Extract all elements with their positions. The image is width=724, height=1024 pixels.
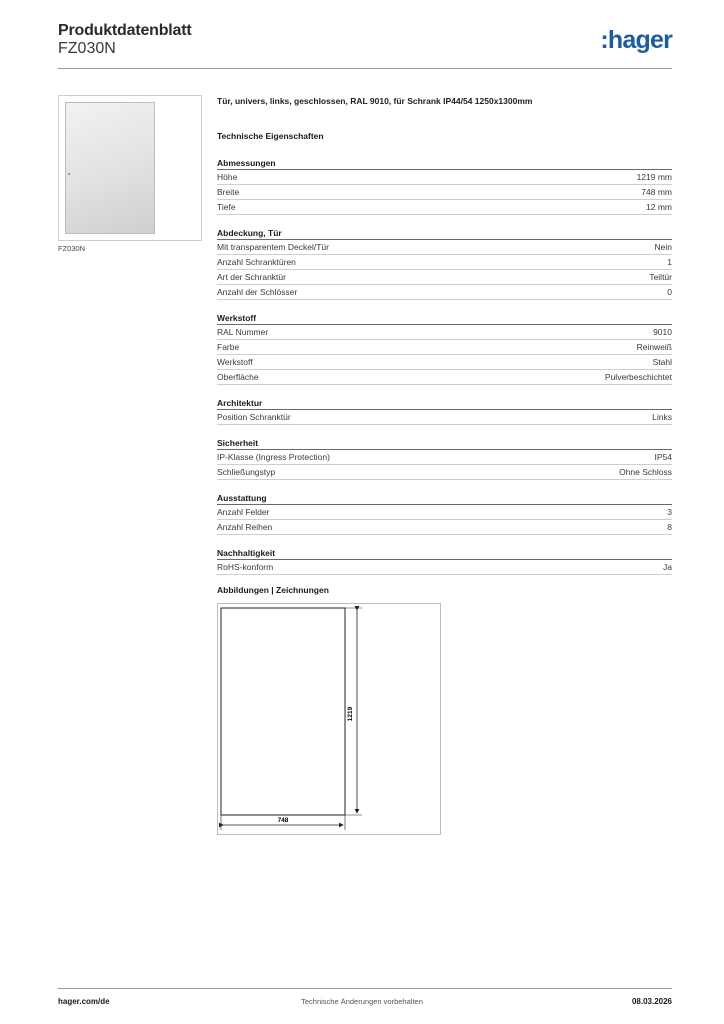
property-row <box>217 255 672 270</box>
property-row <box>217 560 672 575</box>
property-row <box>217 520 672 535</box>
property-row <box>217 355 672 370</box>
footer-website-link[interactable]: hager.com/de <box>58 997 110 1006</box>
property-row <box>217 505 672 520</box>
product-image-caption: FZ030N <box>58 244 86 253</box>
footer-divider <box>58 988 672 989</box>
property-label: Schließungstyp <box>217 467 276 477</box>
property-value: Teiltür <box>649 272 672 282</box>
door-outline <box>221 608 345 815</box>
property-label: IP-Klasse (Ingress Protection) <box>217 452 330 462</box>
property-value: 1219 mm <box>636 172 672 182</box>
property-value: Reinweiß <box>636 342 672 352</box>
property-value: 8 <box>667 522 672 532</box>
section-title: Abdeckung, Tür <box>217 227 672 240</box>
property-label: Anzahl Felder <box>217 507 270 517</box>
dimension-drawing-svg <box>218 604 440 834</box>
property-row <box>217 370 672 385</box>
property-row <box>217 465 672 480</box>
property-label: RAL Nummer <box>217 327 269 337</box>
property-row <box>217 170 672 185</box>
property-section <box>217 547 672 575</box>
property-row <box>217 325 672 340</box>
property-value: 12 mm <box>646 202 672 212</box>
property-row <box>217 450 672 465</box>
property-label: Oberfläche <box>217 372 259 382</box>
door-illustration <box>65 102 155 234</box>
footer-date: 08.03.2026 <box>631 997 672 1006</box>
property-value: Pulverbeschichtet <box>604 372 672 382</box>
property-label: RoHS-konform <box>217 562 274 572</box>
section-title: Ausstattung <box>217 492 672 505</box>
property-label: Anzahl Reihen <box>217 522 273 532</box>
property-row <box>217 285 672 300</box>
section-title: Sicherheit <box>217 437 672 450</box>
hager-logo: :hager <box>600 26 672 54</box>
properties-sections <box>217 157 672 575</box>
document-title: Produktdatenblatt <box>58 22 192 39</box>
property-value: Nein <box>654 242 672 252</box>
section-title: Werkstoff <box>217 312 672 325</box>
property-label: Breite <box>217 187 240 197</box>
property-row <box>217 240 672 255</box>
property-value: 9010 <box>653 327 672 337</box>
product-code: FZ030N <box>58 40 116 57</box>
property-label: Werkstoff <box>217 357 253 367</box>
width-dimension-label: 748 <box>277 817 289 824</box>
property-row <box>217 410 672 425</box>
property-value: 1 <box>667 257 672 267</box>
page-header <box>58 20 672 70</box>
property-section <box>217 312 672 385</box>
property-value: 748 mm <box>641 187 672 197</box>
section-title: Architektur <box>217 397 672 410</box>
footer-disclaimer: Technische Änderungen vorbehalten <box>301 997 423 1006</box>
height-dimension-label: 1219 <box>347 706 354 722</box>
property-label: Farbe <box>217 342 240 352</box>
property-label: Anzahl Schranktüren <box>217 257 296 267</box>
main-content <box>217 96 672 575</box>
property-value: Ohne Schloss <box>619 467 672 477</box>
property-label: Tiefe <box>217 202 236 212</box>
property-row <box>217 270 672 285</box>
product-image <box>58 95 202 241</box>
property-value: Stahl <box>652 357 672 367</box>
property-label: Art der Schranktür <box>217 272 286 282</box>
header-divider <box>58 68 672 69</box>
property-section <box>217 492 672 535</box>
product-description: Tür, univers, links, geschlossen, RAL 9010, für Schrank IP44/54 1250x1300mm <box>217 96 533 106</box>
property-section <box>217 157 672 215</box>
property-label: Position Schranktür <box>217 412 291 422</box>
property-label: Mit transparentem Deckel/Tür <box>217 242 329 252</box>
property-value: Ja <box>663 562 672 572</box>
section-title: Abmessungen <box>217 157 672 170</box>
property-row <box>217 340 672 355</box>
property-section <box>217 437 672 480</box>
section-title: Nachhaltigkeit <box>217 547 672 560</box>
technical-drawing <box>217 603 441 835</box>
door-hinge-dot <box>68 173 70 175</box>
property-value: 0 <box>667 287 672 297</box>
drawings-heading: Abbildungen | Zeichnungen <box>217 585 329 595</box>
technical-properties-heading: Technische Eigenschaften <box>217 131 324 141</box>
property-label: Anzahl der Schlösser <box>217 287 298 297</box>
property-row <box>217 185 672 200</box>
property-section <box>217 397 672 425</box>
property-row <box>217 200 672 215</box>
property-value: Links <box>652 412 672 422</box>
property-section <box>217 227 672 300</box>
property-value: 3 <box>667 507 672 517</box>
property-value: IP54 <box>654 452 672 462</box>
property-label: Höhe <box>217 172 238 182</box>
